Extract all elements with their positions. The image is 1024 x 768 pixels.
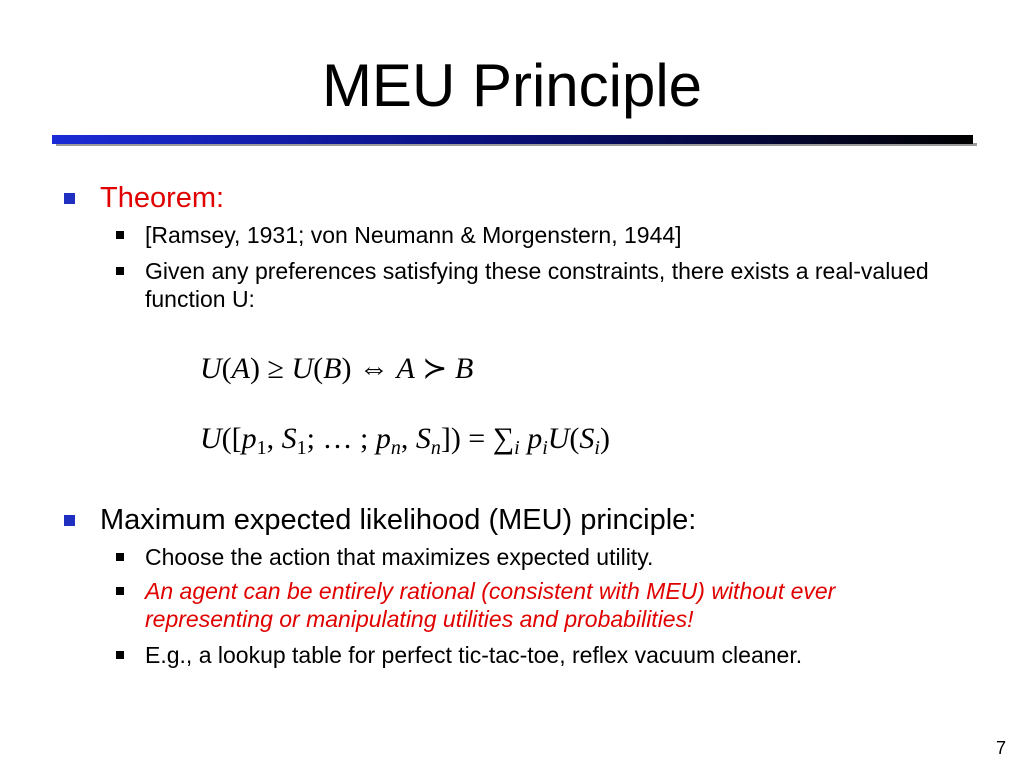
square-bullet-icon xyxy=(116,587,124,595)
title-divider xyxy=(52,135,973,147)
title-divider-bar xyxy=(52,135,973,144)
rational-text: An agent can be entirely rational (consistent with MEU) without ever representing or manipulating utilities and probabilities! xyxy=(145,578,836,632)
square-bullet-icon xyxy=(64,193,75,204)
equation-2: $U([p_1$, $S_1$; … ; $p_n$, $S_n]) = \sum_i$ $p_iU(S_i)$ xyxy=(200,422,610,459)
page-number: 7 xyxy=(996,738,1007,758)
meu-heading: Maximum expected likelihood (MEU) principle: xyxy=(100,504,697,536)
square-bullet-icon xyxy=(116,231,124,239)
square-bullet-icon xyxy=(116,553,124,561)
equations-block xyxy=(200,338,900,478)
equation-1: U(A) ≥ U(B) ⇔ A ≻ B xyxy=(200,352,474,385)
theorem-heading: Theorem: xyxy=(100,182,225,214)
preferences-text: Given any preferences satisfying these constraints, there exists a real-valued function U: xyxy=(145,258,929,312)
citation-text: [Ramsey, 1931; von Neumann & Morgenstern, 1944] xyxy=(145,222,682,248)
choose-text: Choose the action that maximizes expected utility. xyxy=(145,544,654,570)
example-text: E.g., a lookup table for perfect tic-tac-toe, reflex vacuum cleaner. xyxy=(145,642,803,668)
square-bullet-icon xyxy=(116,267,124,275)
square-bullet-icon xyxy=(116,651,124,659)
equations-svg xyxy=(200,338,900,478)
slide-title: MEU Principle xyxy=(321,52,703,119)
square-bullet-icon xyxy=(64,515,75,526)
